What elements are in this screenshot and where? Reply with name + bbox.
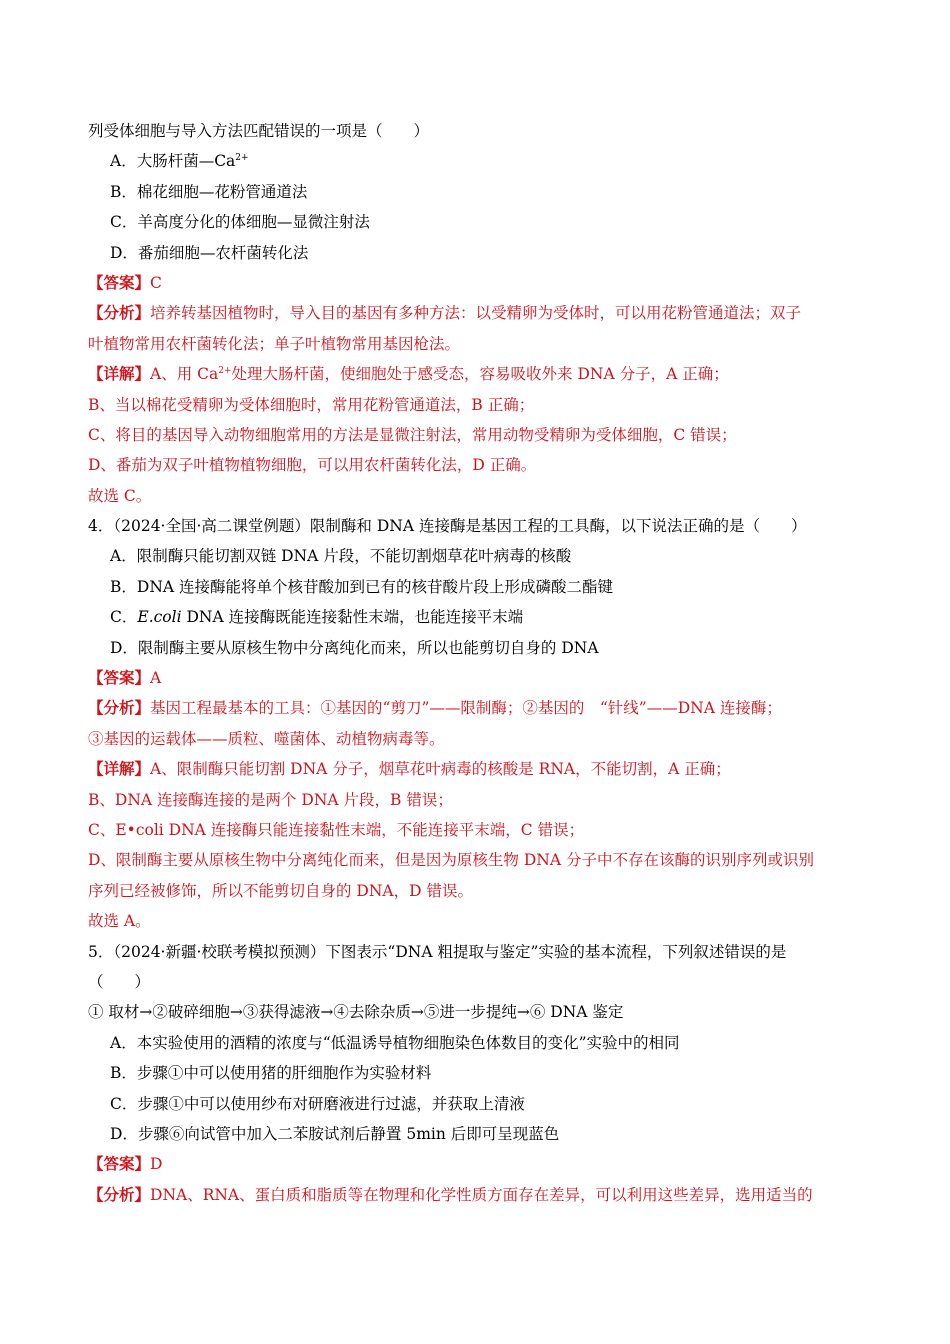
analysis-line: 【分析】培养转基因植物时，导入目的基因有多种方法：以受精卵为受体时，可以用花粉管通道法；双子 xyxy=(88,303,802,323)
option-c: C．步骤①中可以使用纱布对研磨液进行过滤，并获取上清液 xyxy=(110,1094,525,1113)
option-b: B．步骤①中可以使用猪的肝细胞作为实验材料 xyxy=(110,1064,432,1083)
option-a: A．大肠杆菌$—Ca^{2+}$ xyxy=(110,152,249,171)
detail-line: B、DNA 连接酶连接的是两个 DNA 片段，B 错误； xyxy=(88,790,453,809)
detail-line: 【详解】A、限制酶只能切割 DNA 分子，烟草花叶病毒的核酸是 RNA，不能切割，A 正确； xyxy=(88,759,731,779)
conclusion-line: 故选 C。 xyxy=(88,486,152,505)
detail-line: C、将目的基因导入动物细胞常用的方法是显微注射法，常用动物受精卵为受体细胞，C 错误； xyxy=(88,425,737,444)
detail-line: C、E•coli DNA 连接酶只能连接黏性末端，不能连接平末端，C 错误； xyxy=(88,820,585,839)
option-c: C．羊高度分化的体细胞—显微注射法 xyxy=(110,213,370,232)
option-b: B．棉花细胞—花粉管通道法 xyxy=(110,182,308,201)
question-stem: （ ） xyxy=(88,972,151,991)
question-stem: 5．（2024·新疆·校联考模拟预测）下图表示“DNA 粗提取与鉴定”实验的基本流程，下列叙述错误的是 xyxy=(88,942,787,961)
analysis-line: 叶植物常用农杆菌转化法；单子叶植物常用基因枪法。 xyxy=(88,334,461,353)
document-page xyxy=(88,116,864,1210)
option-d: D．限制酶主要从原核生物中分离纯化而来，所以也能剪切自身的 DNA xyxy=(110,638,599,657)
question-stem: 列受体细胞与导入方法匹配错误的一项是（ ） xyxy=(88,122,430,140)
analysis-line: 【分析】基因工程最基本的工具：①基因的“剪刀”——限制酶；②基因的 “针线”——DNA 连接酶； xyxy=(88,698,782,718)
option-b: B．DNA 连接酶能将单个核苷酸加到已有的核苷酸片段上形成磷酸二酯键 xyxy=(110,577,614,596)
detail-line: D、番茄为双子叶植物植物细胞，可以用农杆菌转化法，D 正确。 xyxy=(88,456,537,475)
flow-steps: ① 取材→②破碎细胞→③获得滤液→④去除杂质→⑤进一步提纯→⑥ DNA 鉴定 xyxy=(88,1003,624,1022)
analysis-line: ③基因的运载体——质粒、噬菌体、动植物病毒等。 xyxy=(88,729,445,748)
conclusion-line: 故选 A。 xyxy=(88,912,151,931)
question-stem: 4．（2024·全国·高二课堂例题）限制酶和 DNA 连接酶是基因工程的工具酶，以下说法正确的是（ ） xyxy=(88,517,807,536)
detail-line: B、当以棉花受精卵为受体细胞时，常用花粉管通道法，B 正确； xyxy=(88,395,535,414)
detail-line: 【详解】A、用 $Ca^{2+}$处理大肠杆菌，使细胞处于感受态，容易吸收外来 DNA 分子，A 正确； xyxy=(88,364,729,384)
detail-line: D、限制酶主要从原核生物中分离纯化而来，但是因为原核生物 DNA 分子中不存在该酶的识别序列或识别 xyxy=(88,851,814,870)
superscript: 2+ xyxy=(218,365,232,376)
option-a: A．限制酶只能切割双链 DNA 片段，不能切割烟草花叶病毒的核酸 xyxy=(110,547,572,566)
option-d: D．番茄细胞—农杆菌转化法 xyxy=(110,243,309,262)
answer-line: 【答案】C xyxy=(88,272,162,292)
superscript: 2+ xyxy=(235,153,249,164)
detail-line: 序列已经被修饰，所以不能剪切自身的 DNA，D 错误。 xyxy=(88,881,473,900)
analysis-line: 【分析】DNA、RNA、蛋白质和脂质等在物理和化学性质方面存在差异，可以利用这些差异，选用适当的 xyxy=(88,1184,813,1204)
option-c: C．E.coli DNA 连接酶既能连接黏性末端，也能连接平末端 xyxy=(110,608,524,627)
option-d: D．步骤⑥向试管中加入二苯胺试剂后静置 5min 后即可呈现蓝色 xyxy=(110,1124,560,1143)
option-a: A．本实验使用的酒精的浓度与“低温诱导植物细胞染色体数目的变化”实验中的相同 xyxy=(110,1033,680,1052)
answer-line: 【答案】D xyxy=(88,1154,163,1174)
answer-line: 【答案】A xyxy=(88,668,162,688)
